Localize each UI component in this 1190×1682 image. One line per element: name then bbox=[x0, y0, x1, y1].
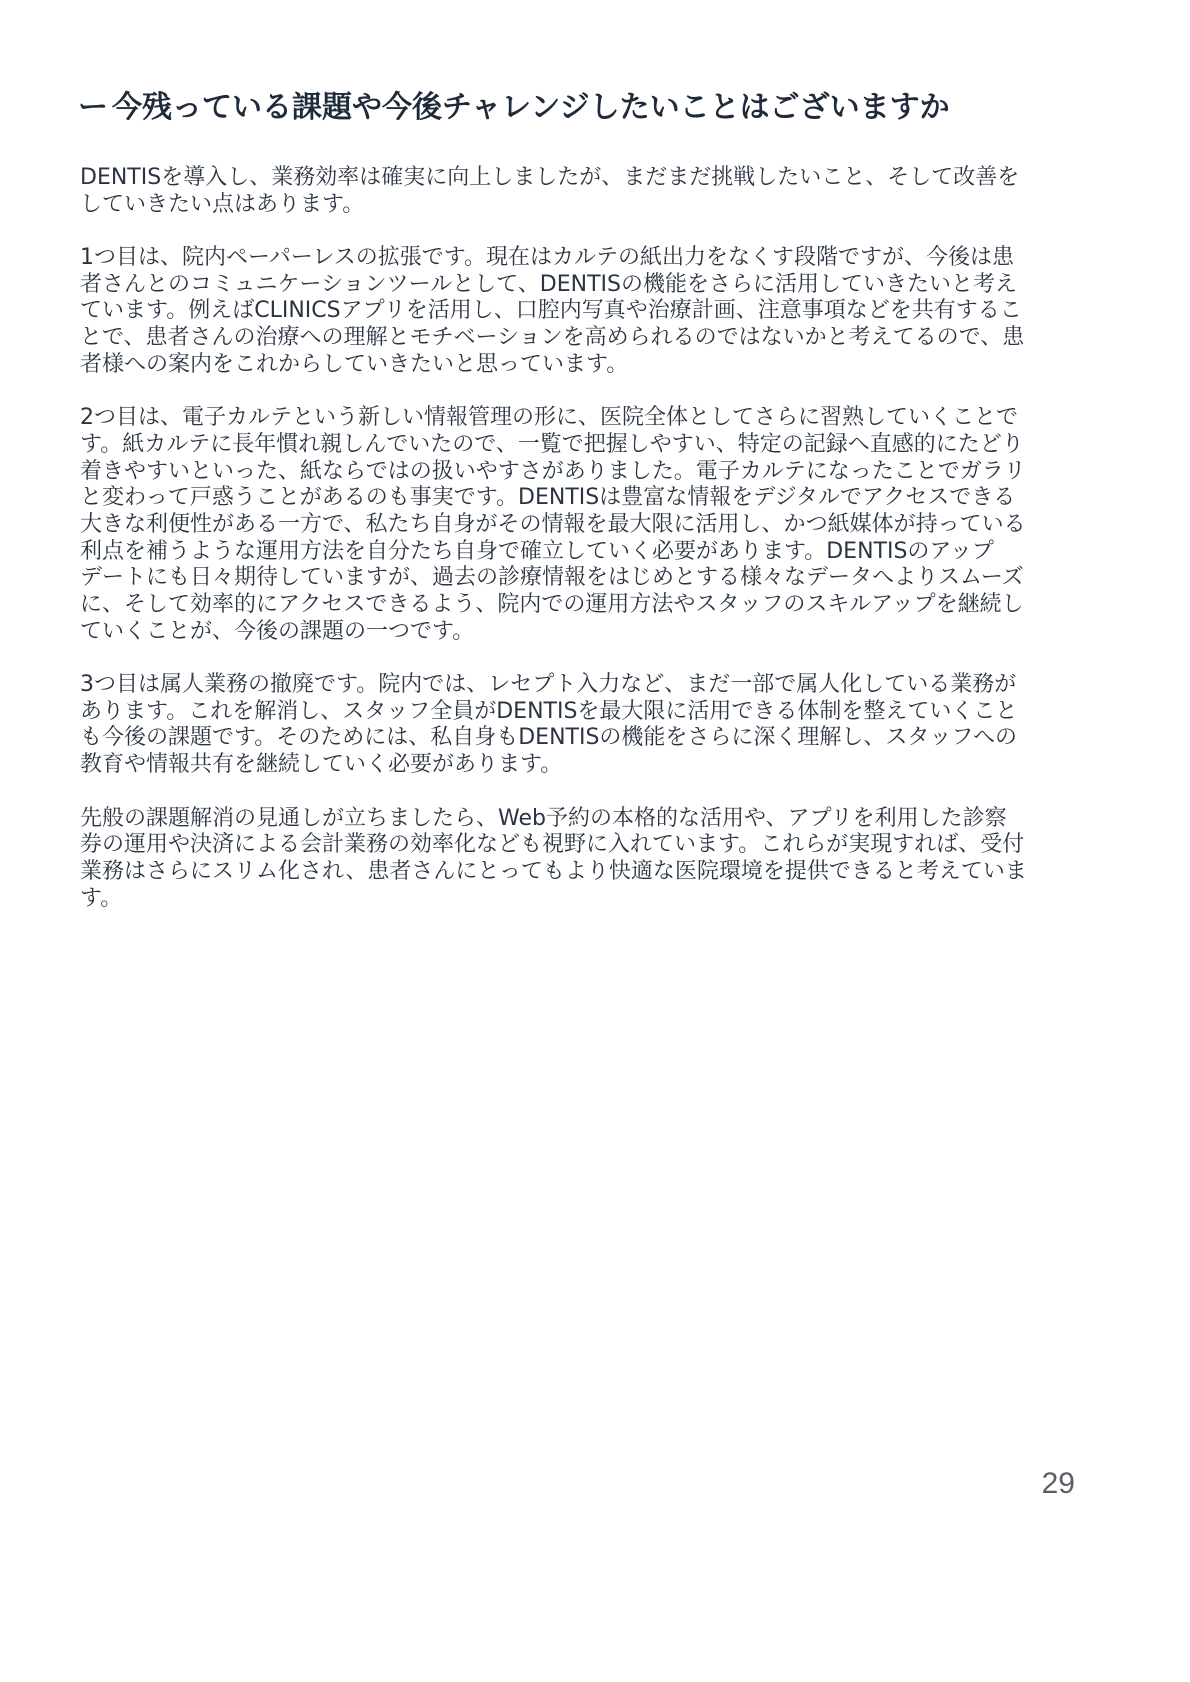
paragraph-line: と変わって戸惑うことがあるのも事実です。DENTISは豊富な情報をデジタルでアクセスできる bbox=[80, 485, 1016, 511]
heading-title: 今残っている課題や今後チャレンジしたいことはございますか bbox=[112, 90, 950, 125]
paragraph-line: に、そして効率的にアクセスできるよう、院内での運用方法やスタッフのスキルアップを継続し bbox=[80, 592, 1024, 617]
paragraph-line: 2つ目は、電子カルテという新しい情報管理の形に、医院全体としてさらに習熟していくことで bbox=[80, 405, 1019, 431]
paragraph-line: デートにも日々期待していますが、過去の診療情報をはじめとする様々なデータへよりスムーズ bbox=[80, 565, 1024, 591]
paragraph-line: 券の運用や決済による会計業務の効率化なども視野に入れています。これらが実現すれば、受付 bbox=[80, 832, 1025, 858]
paragraph-intro bbox=[80, 165, 1080, 218]
paragraph-line: 3つ目は属人業務の撤廃です。院内では、レセプト入力など、まだ一部で属人化している業務が bbox=[80, 672, 1017, 698]
paragraph-third-point bbox=[80, 672, 1080, 779]
article-body bbox=[80, 165, 1080, 939]
paragraph-line: 者様への案内をこれからしていきたいと思っています。 bbox=[80, 351, 629, 377]
paragraph-line: 着きやすいといった、紙ならではの扱いやすさがありました。電子カルテになったことでガラリ bbox=[80, 458, 1026, 484]
paragraph-line: DENTISを導入し、業務効率は確実に向上しましたが、まだまだ挑戦したいこと、そして改善を bbox=[80, 165, 1020, 190]
paragraph-line: とで、患者さんの治療への理解とモチベーションを高められるのではないかと考えてるので、患 bbox=[80, 325, 1025, 351]
paragraph-outlook bbox=[80, 806, 1080, 913]
paragraph-line: していきたい点はあります。 bbox=[80, 191, 365, 217]
paragraph-line: す。 bbox=[80, 885, 123, 911]
paragraph-first-point bbox=[80, 245, 1080, 378]
paragraph-line: 1つ目は、院内ペーパーレスの拡張です。現在はカルテの紙出力をなくす段階ですが、今後は患 bbox=[80, 245, 1015, 271]
paragraph-line: 利点を補うような運用方法を自分たち自身で確立していく必要があります。DENTISのアップ bbox=[80, 538, 994, 564]
paragraph-second-point bbox=[80, 405, 1080, 645]
page-number: 29 bbox=[1041, 1467, 1075, 1500]
heading-dash: ー bbox=[78, 90, 108, 125]
paragraph-line: あります。これを解消し、スタッフ全員がDENTISを最大限に活用できる体制を整えていくこと bbox=[80, 698, 1018, 724]
section-heading bbox=[78, 88, 950, 128]
paragraph-line: ています。例えばCLINICSアプリを活用し、口腔内写真や治療計画、注意事項などを共有するこ bbox=[80, 298, 1022, 324]
paragraph-line: 先般の課題解消の見通しが立ちましたら、Web予約の本格的な活用や、アプリを利用した診察 bbox=[80, 805, 1007, 831]
paragraph-line: 業務はさらにスリム化され、患者さんにとってもより快適な医院環境を提供できると考えていま bbox=[80, 858, 1027, 884]
paragraph-line: 大きな利便性がある一方で、私たち自身がその情報を最大限に活用し、かつ紙媒体が持っている bbox=[80, 511, 1026, 537]
paragraph-line: ていくことが、今後の課題の一つです。 bbox=[80, 618, 475, 644]
paragraph-line: も今後の課題です。そのためには、私自身もDENTISの機能をさらに深く理解し、スタッフへの bbox=[80, 725, 1017, 751]
paragraph-line: 者さんとのコミュニケーションツールとして、DENTISの機能をさらに活用していきたいと考え bbox=[80, 271, 1017, 297]
paragraph-line: 教育や情報共有を継続していく必要があります。 bbox=[80, 752, 563, 778]
paragraph-line: す。紙カルテに長年慣れ親しんでいたので、一覧で把握しやすい、特定の記録へ直感的にたどり bbox=[80, 431, 1024, 457]
